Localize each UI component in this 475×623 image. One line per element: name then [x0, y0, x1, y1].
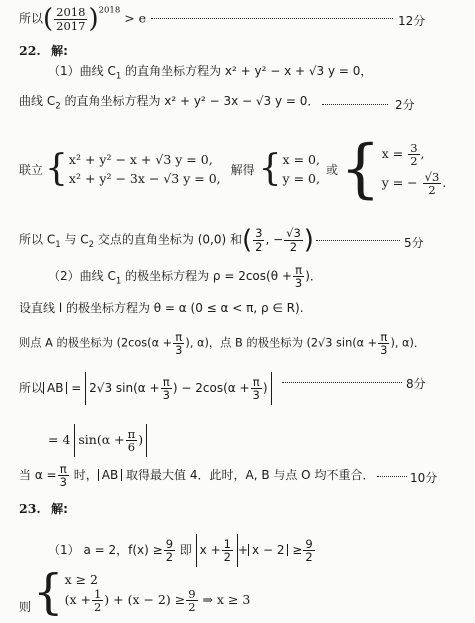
question-23-header: 23. 解:: [19, 501, 68, 516]
text: 所以: [19, 11, 44, 26]
system-case-1: 则 { x ≥ 2 (x + $\frac{1}{2}$ ) + (x − 2) ≥ $\frac{9}{2}$ ⇒ x ≥ 3: [19, 564, 251, 620]
line-intersection-points: 所以 $C_1$ 与 $C_2$ 交点的直角坐标为 (0,0) 和( $\frac{3}{2}$ , − $\frac{√3}{2}$ ): [19, 225, 314, 255]
system-of-equations: 联立 { x² + y² − x + √3 y = 0, x² + y² − 3x − √3 y = 0, 解得 { x = 0, y = 0, 或 { x = $\frac{3}{2}$ , y = − $\frac{√3}{2}$ .: [19, 132, 447, 206]
score-label: 12分: [398, 14, 426, 28]
dotted-leader: [322, 104, 388, 105]
line-points-a-b: 则点 A 的极坐标为 (2cos(α + $\frac{\pi}{3}$ ), α)，点 B 的极坐标为 (2√3 sin(α + $\frac{\pi}{3}$ ), α)．: [19, 330, 426, 358]
line-polar-equation: （2）曲线 $C_1$ 的极坐标方程为 ρ = 2cos(θ + $\frac{\pi}{3}$ )．: [48, 263, 322, 291]
line-inequality: （1） a = 2，f(x) ≥ $\frac{9}{2}$ 即 x + $\frac{1}{2}$ + x − 2 ≥ $\frac{9}{2}$: [48, 534, 316, 567]
line-c2-equation: 曲线 $C_2$ 的直角坐标方程为 x² + y² − 3x − √3 y = 0．: [19, 94, 320, 112]
dotted-leader: [282, 382, 402, 383]
line-maximum: 当 α = $\frac{\pi}{3}$ 时， AB 取得最大值 4．此时，A, B 与点 O 均不重合．: [19, 462, 375, 490]
line-simplified: = 4 sin(α + $\frac{\pi}{6}$ ): [48, 424, 147, 457]
fraction: $\frac{2018}{2017}$: [56, 5, 86, 33]
score-label: 2分: [395, 98, 415, 112]
line-conclusion-e: 所以( $\frac{2018}{2017}$ )$^{2018}$ > e: [19, 4, 147, 34]
score-label: 5分: [404, 236, 424, 250]
score-label: 8分: [406, 377, 426, 391]
text: > e: [124, 10, 147, 26]
dotted-leader: [151, 18, 393, 19]
line-line-l: 设直线 l 的极坐标方程为 θ = α (0 ≤ α < π, ρ ∈ R).: [19, 301, 304, 315]
dotted-leader: [377, 476, 407, 477]
score-label: 10分: [410, 471, 438, 485]
question-22-header: 22. 解:: [19, 43, 68, 58]
line-c1-equation: （1）曲线 $C_1$ 的直角坐标方程为 x² + y² − x + √3 y = 0，: [48, 64, 373, 82]
dotted-leader: [316, 240, 400, 241]
line-ab-expression: 所以 AB = 2√3 sin(α + $\frac{\pi}{3}$ ) − 2cos(α + $\frac{\pi}{3}$ ): [19, 372, 272, 405]
